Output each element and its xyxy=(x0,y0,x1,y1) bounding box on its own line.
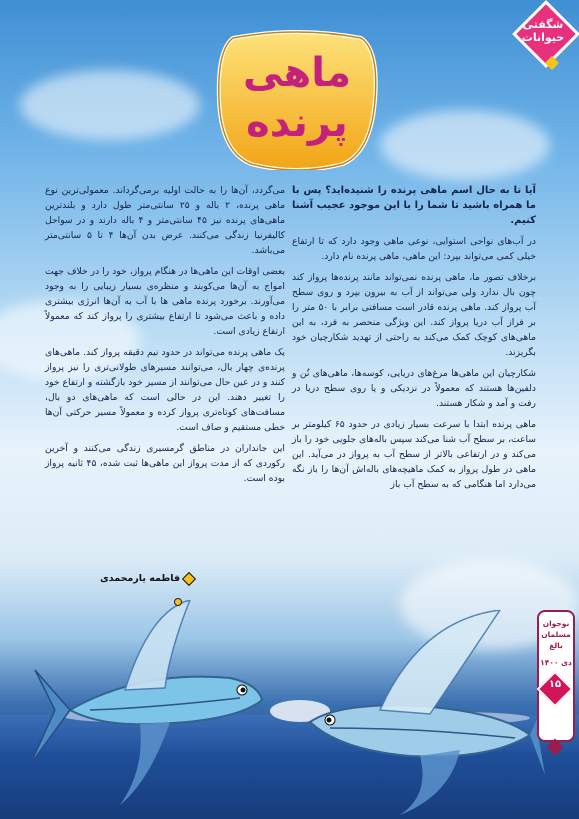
author-marker-icon xyxy=(182,571,196,585)
title-badge xyxy=(213,30,381,170)
section-badge-line1: شگفتی xyxy=(522,18,564,31)
cloud xyxy=(380,110,550,180)
page-title-line1: ماهی xyxy=(243,50,351,96)
author-name: فاطمه یارمحمدی xyxy=(100,573,181,584)
author-pointer-icon xyxy=(174,598,182,606)
article-paragraph: یک ماهی پرنده می‌تواند در حدود نیم دقیقه پرواز کند. ماهی‌های پرنده‌ی چهار بال، می‌توانند مسیرهای طولانی‌تری را نیز پرواز کنند و در عین حال می‌توانند از مسیر خود بازگشته و ارتفاع خود را تغییر دهند. این در حالی است که ماهی‌های دو بال، مسافت‌های کوتاه‌تری پرواز کرده و معمولاً مسیر حرکتی آن‌ها خطی مستقیم و صاف است. xyxy=(45,347,285,433)
side-tab-line2: مسلمان xyxy=(541,630,571,639)
flying-fish-illustration-left xyxy=(30,600,270,810)
article-paragraph: بعضی اوقات این ماهی‌ها در هنگام پرواز، خود را در خلاف جهت امواج به آن‌ها می‌کوبند و منظره‌ی بسیار زیبایی را به وجود می‌آورند. برخورد پرنده ماهی ها با آب به آن‌ها انرژی بیشتری داده و باعث می‌شود تا ارتفاع بیشتری را پرواز کند که معمولاً ارتفاع زیادی است. xyxy=(45,266,285,337)
article-lead: آیا تا به حال اسم ماهی پرنده را شنیده‌اید؟ پس با ما همراه باشید تا شما را با این موجود عجیب آشنا کنیم. xyxy=(292,185,536,226)
article-paragraph: برخلاف تصور ما، ماهی پرنده نمی‌تواند مانند پرنده‌ها پرواز کند چون بال ندارد ولی می‌تواند از آب به بیرون بپرد و روی سطح آب پرواز کند. ماهی پرنده قادر است مسافتی برابر با ۵۰ متر را بر فراز آب دریا پرواز کند. این ویژگی منحصر به فرد، به این ماهی‌های کوچک کمک می‌کند به راحتی از تهدید شکارچیان خود بگریزند. xyxy=(292,272,536,358)
article-paragraph: در آب‌های نواحی استوایی، نوعی ماهی وجود دارد که تا ارتفاع خیلی کمی می‌تواند بپرد: این ماهی، ماهی پرنده نام دارد. xyxy=(292,236,536,262)
side-tab-line1: نوجوان xyxy=(542,619,570,628)
side-tab-line3: بالغ xyxy=(549,641,563,650)
section-badge-label xyxy=(510,18,576,44)
side-tab-issue: دی ۱۴۰۰ xyxy=(540,658,572,667)
flying-fish-illustration-right xyxy=(300,610,545,815)
page-title-line2: پرنده xyxy=(246,100,348,146)
article-column-right xyxy=(292,183,536,498)
article-paragraph: می‌گردد، آن‌ها را به حالت اولیه برمی‌گرداند. معمولی‌ترین نوع ماهی پرنده، ۲ باله و ۲۵ سانتی‌متر طول دارد و بلندترین ماهی‌های پرنده نیز ۴۵ سانتی‌متر و ۴ باله دارند و در سواحل کالیفرنیا زندگی می‌کنند. عرض بدن آن‌ها ۴ تا ۵ سانتی‌متر می‌باشد. xyxy=(45,185,286,256)
author-byline xyxy=(100,573,194,584)
page-number: ۱۵ xyxy=(548,679,562,690)
cloud xyxy=(20,70,200,140)
article-paragraph: شکارچیان این ماهی‌ها مرغ‌های دریایی، کوسه‌ها، ماهی‌های تُن و دلفین‌ها هستند که معمولاً در نزدیکی و یا روی سطح دریا در رفت و آمد و شکار هستند. xyxy=(292,368,536,409)
section-badge-line2: حیوانات xyxy=(521,31,565,44)
article-column-left xyxy=(45,183,285,492)
article-paragraph: ماهی پرنده ابتدا با سرعت بسیار زیادی در حدود ۶۵ کیلومتر بر ساعت، بر سطح آب شنا می‌کند سپس باله‌های جلویی خود را باز می‌کند و در ارتفاعی بالاتر از سطح آب به پرواز در می‌آید. این ماهی در طول پرواز به کمک ماهیچه‌های باله‌اش آن‌ها را باز نگه می‌دارد اما هنگامی که به سطح آب باز xyxy=(292,419,537,490)
article-paragraph: این جانداران در مناطق گرمسیری زندگی می‌کنند و آخرین رکوردی که از مدت پرواز این ماهی‌ها ثبت شده، ۴۵ ثانیه پرواز بوده است. xyxy=(45,443,285,484)
